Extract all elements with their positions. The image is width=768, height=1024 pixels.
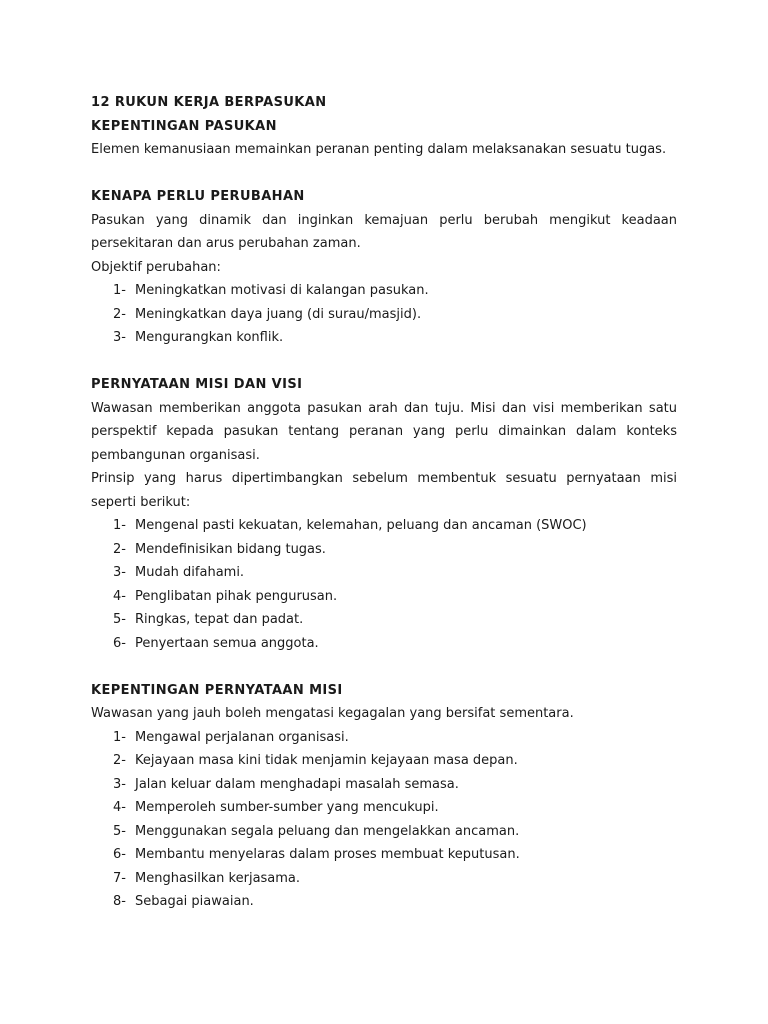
- list-item-number: 3-: [113, 776, 126, 792]
- paragraph-line: Prinsip yang harus dipertimbangkan sebelum membentuk sesuatu pernyataan misi: [91, 471, 677, 486]
- list-item: [91, 820, 677, 844]
- list-item-text: Meningkatkan motivasi di kalangan pasukan.: [135, 283, 429, 298]
- list-item-text: Membantu menyelaras dalam proses membuat keputusan.: [135, 847, 520, 862]
- list-item-text: Meningkatkan daya juang (di surau/masjid).: [135, 306, 422, 322]
- blank-line: [91, 350, 677, 374]
- list-item: [91, 726, 677, 750]
- list-item: [91, 632, 677, 656]
- list-item-number: 1-: [113, 283, 126, 298]
- list-item: [91, 585, 677, 609]
- list-item-text: Mendefinisikan bidang tugas.: [135, 541, 326, 557]
- list-item-number: 4-: [113, 800, 126, 815]
- paragraph-line: Wawasan memberikan anggota pasukan arah dan tuju. Misi dan visi memberikan satu: [91, 400, 677, 416]
- list-item-number: 1-: [113, 518, 126, 533]
- paragraph-line: seperti berikut:: [91, 494, 191, 510]
- list-item-number: 6-: [113, 847, 126, 862]
- list-item-text: Sebagai piawaian.: [135, 894, 254, 909]
- list-item-text: Mudah difahami.: [135, 565, 245, 580]
- list-item-text: Menggunakan segala peluang dan mengelakkan ancaman.: [135, 823, 520, 839]
- list-item-text: Ringkas, tepat dan padat.: [135, 612, 304, 627]
- list-item-number: 3-: [113, 565, 126, 580]
- section-paragraph: Wawasan yang jauh boleh mengatasi kegagalan yang bersifat sementara.: [91, 706, 574, 721]
- document-body: [91, 91, 677, 914]
- list-item-text: Penyertaan semua anggota.: [135, 635, 319, 651]
- list-item-number: 3-: [113, 330, 126, 345]
- list-item-number: 8-: [113, 894, 126, 909]
- list-item-number: 2-: [113, 753, 126, 768]
- list-item-number: 1-: [113, 729, 126, 745]
- list-item: [91, 749, 677, 773]
- list-item-number: 7-: [113, 870, 126, 886]
- section-heading-kenapa-perlu-perubahan: KENAPA PERLU PERUBAHAN: [91, 189, 305, 204]
- list-item: [91, 303, 677, 327]
- list-item-text: Mengawal perjalanan organisasi.: [135, 729, 349, 745]
- list-item-text: Penglibatan pihak pengurusan.: [135, 588, 338, 604]
- list-item-text: Jalan keluar dalam menghadapi masalah semasa.: [135, 776, 459, 792]
- list-item: [91, 796, 677, 820]
- list-item: [91, 843, 677, 867]
- list-item-text: Kejayaan masa kini tidak menjamin kejayaan masa depan.: [135, 753, 518, 768]
- section-heading-kepentingan-pasukan: KEPENTINGAN PASUKAN: [91, 118, 277, 134]
- list-item: [91, 326, 677, 350]
- list-item: [91, 608, 677, 632]
- list-item-number: 4-: [113, 588, 126, 604]
- list-item: [91, 538, 677, 562]
- list-item-number: 2-: [113, 306, 126, 322]
- list-item: [91, 279, 677, 303]
- list-item-number: 2-: [113, 541, 126, 557]
- list-item-text: Menghasilkan kerjasama.: [135, 870, 301, 886]
- list-item-number: 5-: [113, 823, 126, 839]
- document-title: 12 RUKUN KERJA BERPASUKAN: [91, 95, 327, 110]
- list-item: [91, 514, 677, 538]
- paragraph-line: persekitaran dan arus perubahan zaman.: [91, 236, 361, 251]
- list-intro: Objektif perubahan:: [91, 259, 221, 275]
- paragraph-line: Pasukan yang dinamik dan inginkan kemajuan perlu berubah mengikut keadaan: [91, 212, 677, 228]
- section-heading-pernyataan-misi-dan-visi: PERNYATAAN MISI DAN VISI: [91, 377, 303, 392]
- list-item: [91, 867, 677, 891]
- list-item: [91, 561, 677, 585]
- list-item-text: Memperoleh sumber-sumber yang mencukupi.: [135, 800, 439, 815]
- list-item-text: Mengenal pasti kekuatan, kelemahan, peluang dan ancaman (SWOC): [135, 518, 587, 533]
- list-item-number: 5-: [113, 612, 126, 627]
- paragraph-line: perspektif kepada pasukan tentang peranan yang perlu dimainkan dalam konteks: [91, 424, 677, 439]
- list-item-number: 6-: [113, 635, 126, 651]
- blank-line: [91, 655, 677, 679]
- blank-line: [91, 162, 677, 186]
- section-paragraph: Elemen kemanusiaan memainkan peranan penting dalam melaksanakan sesuatu tugas.: [91, 142, 667, 157]
- list-item: [91, 773, 677, 797]
- section-heading-kepentingan-pernyataan-misi: KEPENTINGAN PERNYATAAN MISI: [91, 682, 343, 698]
- list-item-text: Mengurangkan konflik.: [135, 330, 284, 345]
- paragraph-line: pembangunan organisasi.: [91, 447, 260, 463]
- list-item: [91, 890, 677, 914]
